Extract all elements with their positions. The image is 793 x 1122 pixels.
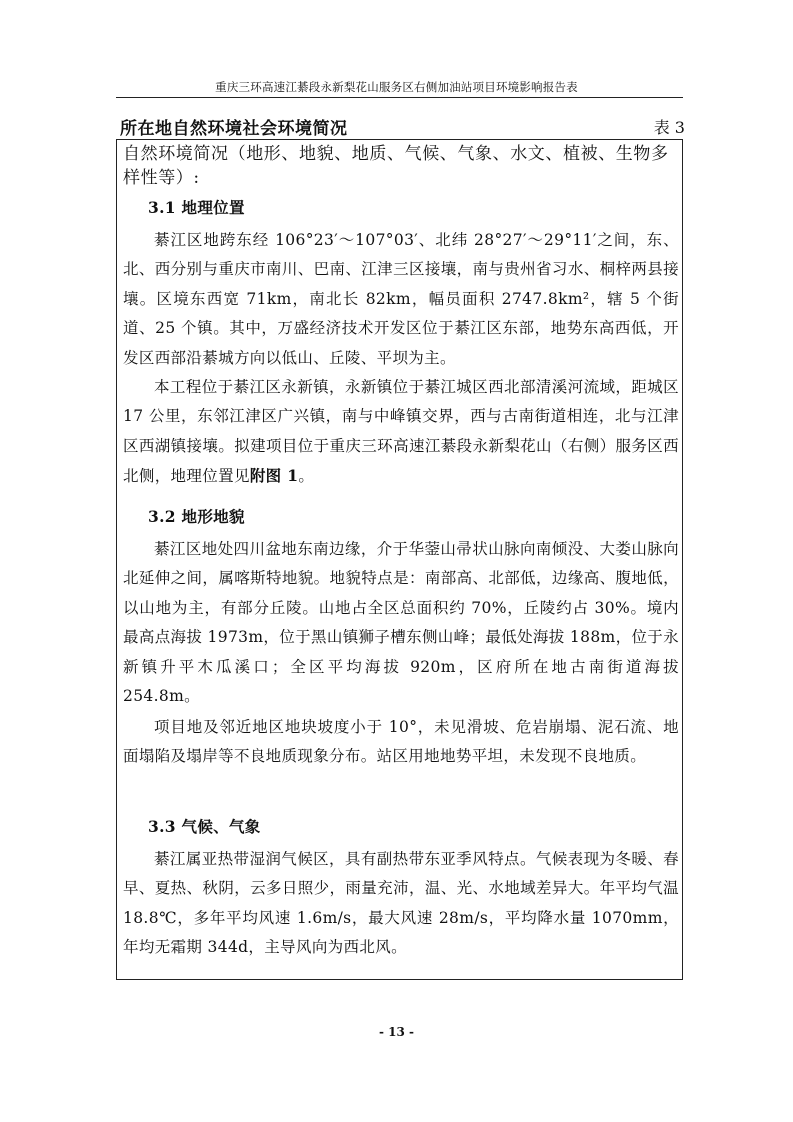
paragraph-project-location [123, 373, 679, 492]
paragraph-climate: 綦江属亚热带湿润气候区，具有副热带东亚季风特点。气候表现为冬暖、春早、夏热、秋阴，云多日照少，雨量充沛，温、光、水地域差异大。年平均气温 18.8℃，多年平均风速 1.6m/s，最大风速 28m/s，平均降水量 1070mm，年均无霜期 344d，主导风向为西北风。 [123, 850, 679, 957]
heading-geographic-location: 3.1 地理位置 [148, 198, 245, 217]
paragraph-topography: 綦江区地处四川盆地东南边缘，介于华蓥山帚状山脉向南倾没、大娄山脉向北延伸之间，属喀斯特地貌。地貌特点是：南部高、北部低，边缘高、腹地低，以山地为主，有部分丘陵。山地占全区总面积约 70%，丘陵约占 30%。境内最高点海拔 1973m，位于黑山镇狮子槽东侧山峰；最低处海拔 188m，位于永新镇升平木瓜溪口；全区平均海拔 920m，区府所在地古南街道海拔 254.8m。 [123, 540, 679, 706]
figure-reference-link: 附图 1 [249, 466, 299, 486]
paragraph-geographic-location: 綦江区地跨东经 106°23′～107°03′、北纬 28°27′～29°11′之间，东、北、西分别与重庆市南川、巴南、江津三区接壤，南与贵州省习水、桐梓两县接壤。区境东西宽 71km，南北长 82km，幅员面积 2747.8km²，辖 5 个街道、25 个镇。其中，万盛经济技术开发区位于綦江区东部，地势东高西低，开发区西部沿綦城方向以低山、丘陵、平坝为主。 [123, 231, 679, 367]
page-number: - 13 - [378, 1025, 414, 1039]
intro-text: 自然环境简况（地形、地貌、地质、气候、气象、水文、植被、生物多样性等）: [123, 144, 669, 188]
paragraph-geology: 项目地及邻近地区地块坡度小于 10°，未见滑坡、危岩崩塌、泥石流、地面塌陷及塌岸等不良地质现象分布。站区用地地势平坦，未发现不良地质。 [123, 718, 679, 766]
project-location-text: 本工程位于綦江区永新镇，永新镇位于綦江城区西北部清溪河流域，距城区 17 公里，东邻江津区广兴镇，南与中峰镇交界，西与古南街道相连，北与江津区西湖镇接壤。拟建项目位于重庆三环高速江綦段永新梨花山（右侧）服务区西北侧，地理位置见 [123, 378, 679, 486]
header-divider [116, 97, 683, 98]
table-label: 表 3 [653, 118, 685, 137]
heading-topography: 3.2 地形地貌 [148, 507, 245, 526]
heading-climate: 3.3 气候、气象 [148, 817, 261, 836]
project-location-text-end: 。 [298, 467, 315, 486]
section-title: 所在地自然环境社会环境简况 [120, 119, 348, 139]
document-header-title: 重庆三环高速江綦段永新梨花山服务区右侧加油站项目环境影响报告表 [215, 80, 578, 94]
